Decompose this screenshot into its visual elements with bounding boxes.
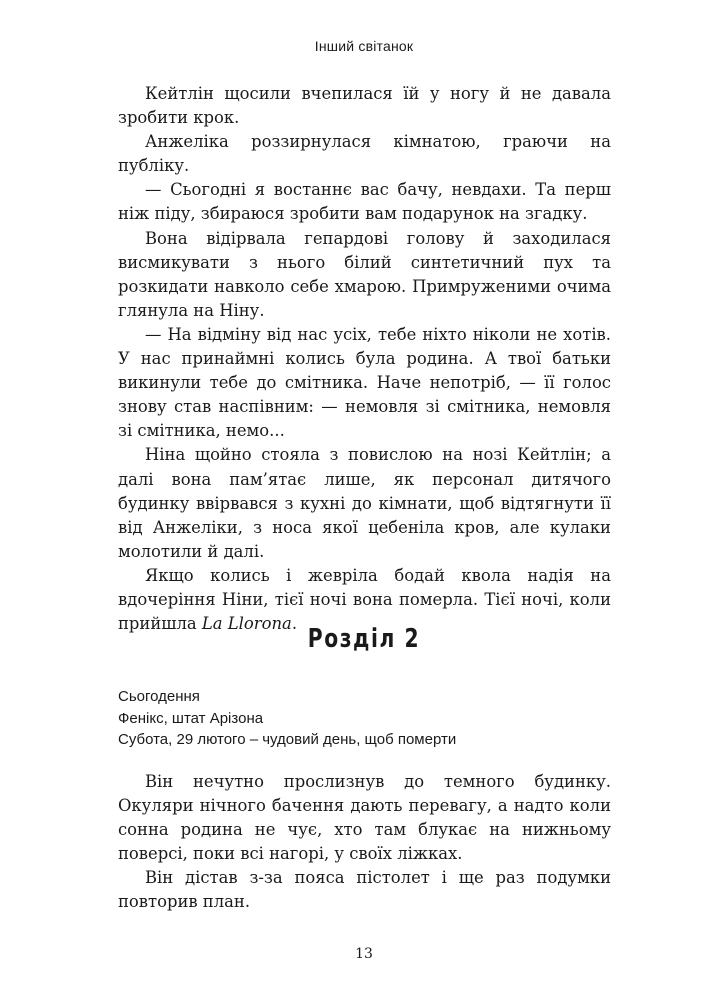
- meta-time: Сьогодення: [118, 688, 200, 705]
- paragraph: Ніна щойно стояла з повислою на нозі Кейтлін; а далі вона пам’ятає лише, як персонал дитячого будинку ввірвався з кухні до кімнати, щоб відтягнути її від Анжеліки, з носа якої цебеніла кров, але кулаки молотили й далі.: [118, 445, 611, 561]
- chapter-title: Розділ 2: [307, 624, 421, 654]
- page-number: 13: [355, 946, 373, 962]
- paragraph: — Сьогодні я востаннє вас бачу, невдахи. Та перш ніж піду, збираюся зробити вам подарунок на згадку.: [118, 180, 611, 224]
- meta-place: Фенікс, штат Арізона: [118, 709, 264, 727]
- paragraph: Вона відірвала гепардові голову й заходилася висмикувати з нього білий синтетичний пух та розкидати навколо себе хмарою. Примруженими очима глянула на Ніну.: [118, 228, 611, 320]
- paragraph: Кейтлін щосили вчепилася їй у ногу й не давала зробити крок.: [118, 84, 611, 128]
- body-text-top: [118, 82, 611, 636]
- body-text-bottom: [118, 770, 611, 915]
- paragraph: Анжеліка роззирнулася кімнатою, граючи на публіку.: [118, 132, 611, 176]
- paragraph-text: Якщо колись і жевріла бодай квола надія на вдочеріння Ніни, тієї ночі вона померла. Тієї ночі, коли прийшла: [118, 565, 611, 634]
- italic-phrase: La Llorona: [201, 614, 292, 634]
- chapter-meta: [118, 686, 611, 751]
- meta-date: Субота, 29 лютого – чудовий день, щоб померти: [118, 731, 457, 748]
- paragraph: Він нечутно прослизнув до темного будинку. Окуляри нічного бачення дають перевагу, а надто коли сонна родина не чує, хто там блукає на нижньому поверсі, поки всі нагорі, у своїх ліжках.: [118, 772, 611, 864]
- paragraph: — На відміну від нас усіх, тебе ніхто ніколи не хотів. У нас принаймні колись була родина. А твої батьки викинули тебе до смітника. Наче непотріб, — її голос знову став наспівним: — немовля зі смітника, немовля зі смітника, немо...: [118, 324, 611, 441]
- running-head: Інший світанок: [314, 38, 414, 54]
- paragraph: Він дістав з-за пояса пістолет і ще раз подумки повторив план.: [118, 868, 611, 912]
- paragraph-end: .: [291, 614, 298, 634]
